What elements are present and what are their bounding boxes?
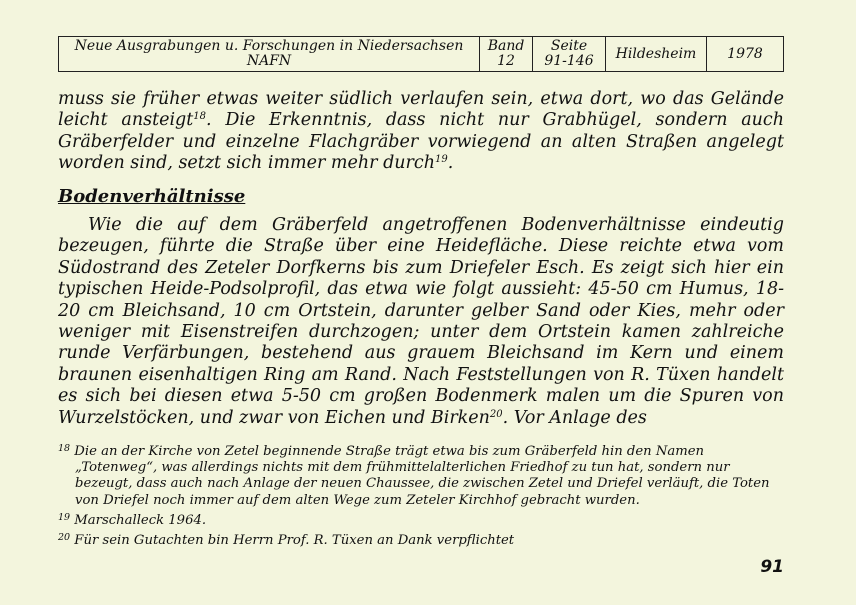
paragraph-soil — [58, 215, 784, 429]
band-label: Band — [487, 38, 525, 54]
paragraph-text: Wie die auf dem Gräberfeld angetroffenen Bodenverhältnisse eindeutig bezeugen, führte die Straße über eine Heidefläche. Diese reichte etwa vom Südostrand des Zeteler Dorfkerns bis zum Driefeler Esch. Es zeigt sich hier ein typischen Heide-Podsolprofil, das etwa wie folgt aussieht: 45-50 cm Humus, 18-20 cm Bleichsand, 10 cm Ortstein, darunter gelber Sand oder Kies, mehr oder weniger mit Eisenstreifen durchzogen; unter dem Ortstein kamen zahlreiche runde Verfärbungen, bestehend aus grauem Bleichsand im Kern und einem braunen eisenhaltigen Ring am Rand. Nach Feststellungen von R. Tüxen handelt es sich bei diesen etwa 5-50 cm großen Bodenmerk malen um die Spuren von Wurzelstöcken, und zwar von Eichen und Birken — [58, 215, 784, 428]
footnote-text: Marschalleck 1964. — [74, 512, 207, 528]
footnote-text: Für sein Gutachten bin Herrn Prof. R. Tüxen an Dank verpflichtet — [74, 533, 515, 549]
paragraph-text: . — [447, 153, 454, 174]
paragraph-text: . Vor Anlage des — [502, 407, 647, 428]
paragraph-text: muss sie früher etwas weiter südlich verlaufen sein, etwa dort, wo das Gelände leicht ansteigt — [58, 89, 784, 131]
series-abbrev: NAFN — [246, 53, 292, 69]
footnote-19 — [58, 513, 784, 529]
page-number: 91 — [760, 557, 784, 577]
series-title: Neue Ausgrabungen u. Forschungen in Niedersachsen — [74, 38, 464, 54]
footnote-number: 18 — [58, 443, 71, 454]
seite-value: 91-146 — [544, 53, 594, 69]
series-cell — [59, 37, 480, 72]
section-heading: Bodenverhältnisse — [58, 186, 246, 207]
paragraph-text: . Die Erkenntnis, dass nicht nur Grabhügel, sondern auch Gräberfelder und einzelne Flachgräber vorwiegend an alten Straßen angelegt worden sind, setzt sich immer mehr durch — [58, 110, 784, 174]
seite-label: Seite — [550, 38, 588, 54]
footnote-number: 20 — [58, 532, 71, 544]
seite-cell — [533, 37, 606, 72]
footnotes — [58, 444, 784, 553]
publication-header-table — [58, 36, 784, 72]
footnote-ref-18[interactable]: 18 — [193, 111, 207, 123]
footnote-18 — [58, 444, 784, 509]
year-cell: 1978 — [707, 37, 784, 72]
paragraph-continuation — [58, 89, 784, 175]
footnote-text: Die an der Kirche von Zetel beginnende Straße trägt etwa bis zum Gräberfeld hin den Namen „Totenweg“, was allerdings nichts mit dem frühmittelalterlichen Friedhof zu tun hat, sondern nur bezeugt, dass auch nach Anlage der neuen Chaussee, die zwischen Zetel und Driefel verläuft, die Toten von Driefel noch immer auf dem alten Wege zum Zeteler Kirchhof gebracht wurden. — [74, 444, 770, 508]
footnote-number: 19 — [58, 511, 71, 523]
band-cell — [480, 37, 533, 72]
place-cell: Hildesheim — [606, 37, 707, 72]
footnote-ref-19[interactable]: 19 — [434, 154, 448, 166]
footnote-ref-20[interactable]: 20 — [489, 408, 503, 420]
band-value: 12 — [497, 53, 515, 69]
footnote-20 — [58, 533, 784, 549]
